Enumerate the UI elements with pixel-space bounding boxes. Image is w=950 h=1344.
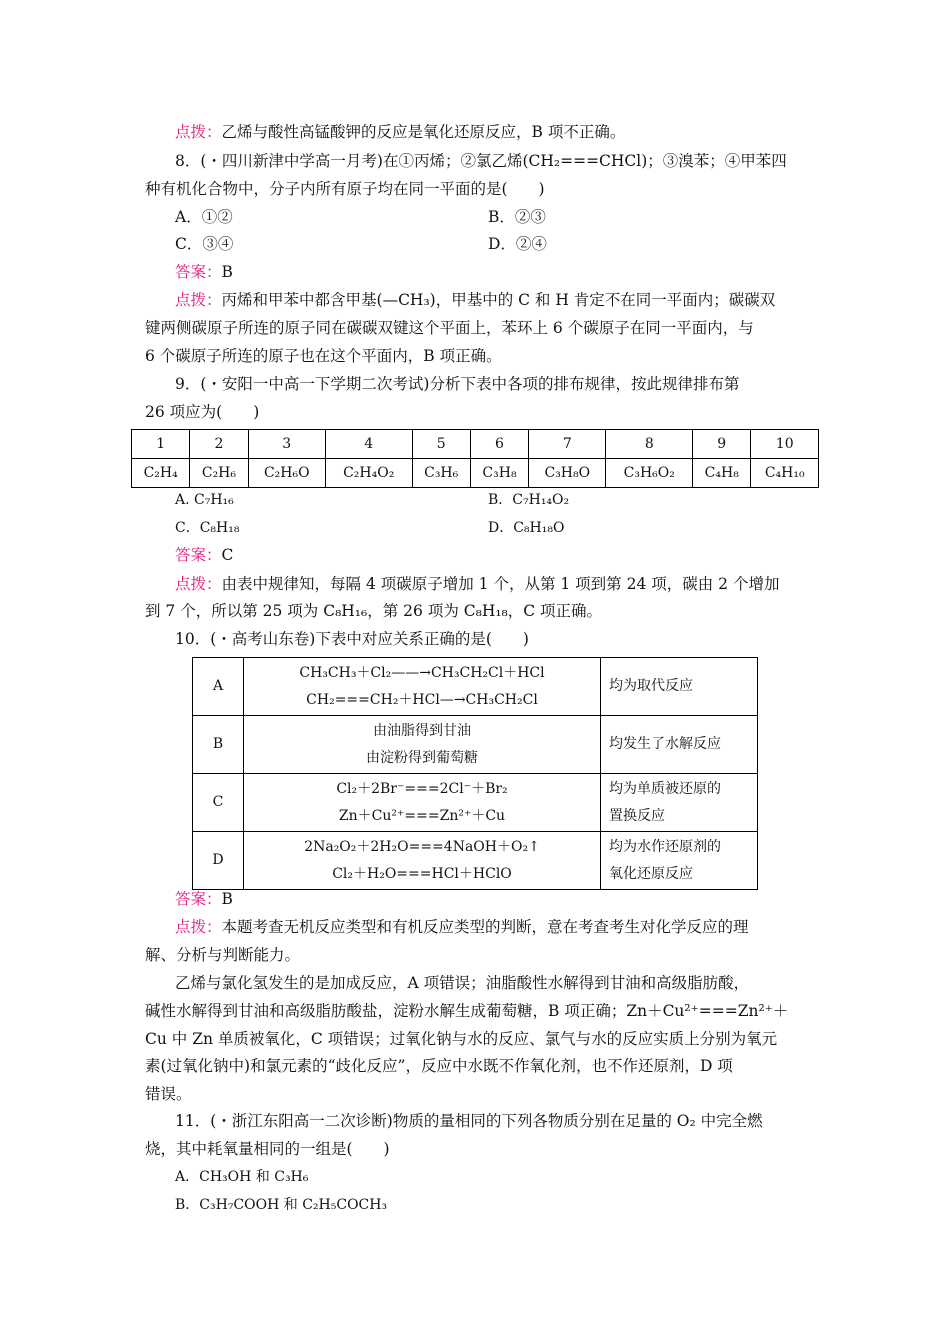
q10-explain-line1: 乙烯与氯化氢发生的是加成反应，A 项错误；油脂酸性水解得到甘油和高级脂肪酸， [175,974,750,992]
table-row [132,459,819,488]
sequence-table [131,429,819,488]
reaction-line: Cl₂＋H₂O===HCl＋HClO [332,865,512,882]
option-cell: B [193,716,244,774]
reaction-cell [244,658,601,716]
table-cell: 7 [529,430,606,459]
table-header-row [132,430,819,459]
reaction-line: Zn＋Cu²⁺===Zn²⁺＋Cu [338,807,506,824]
q10-explain-line3: Cu 中 Zn 单质被氧化，C 项错误；过氧化钠与水的反应、氯气与水的反应实质上分别为氧元 [145,1030,778,1048]
reaction-line: CH₂===CH₂＋HCl—→CH₃CH₂Cl [306,691,538,708]
answer-label: 答案： [175,546,222,564]
table-cell: C₂H₆O [248,459,325,488]
q10-explain-line4: 素(过氧化钠中)和氯元素的“歧化反应”，反应中水既不作氧化剂，也不作还原剂，D 项 [145,1057,733,1075]
table-cell: C₃H₆ [412,459,470,488]
answer-label: 答案： [175,890,222,908]
q8-tip-line1 [175,289,775,311]
q9-option-c: C．C₈H₁₈ [175,520,240,536]
answer-value: B [221,890,233,908]
table-cell: C₃H₆O₂ [606,459,693,488]
table-cell: 3 [248,430,325,459]
q7-tip [175,121,625,143]
tip-label: 点拨： [175,918,222,936]
q9-answer [175,544,233,566]
table-cell: 1 [132,430,190,459]
q10-stem: 10．(・高考山东卷)下表中对应关系正确的是( ) [175,630,529,648]
table-cell: C₂H₄O₂ [325,459,412,488]
description-line: 均为单质被还原的 [609,780,721,797]
description-cell [601,716,758,774]
description-cell [601,774,758,832]
q9-option-d: D．C₈H₁₈O [488,520,565,536]
q10-tip-line2: 解、分析与判断能力。 [145,946,301,964]
description-cell [601,658,758,716]
description-line: 置换反应 [609,807,665,824]
table-row [193,716,758,774]
table-cell: 10 [751,430,819,459]
description-line: 均为水作还原剂的 [609,838,721,855]
option-cell: A [193,658,244,716]
table-cell: C₂H₆ [190,459,248,488]
tip-text: 由表中规律知，每隔 4 项碳原子增加 1 个，从第 1 项到第 24 项，碳由 2 个增加 [221,575,780,593]
q11-stem-line2: 烧，其中耗氧量相同的一组是( ) [145,1140,390,1158]
reaction-cell [244,774,601,832]
q8-tip-line2: 键两侧碳原子所连的原子同在碳碳双键这个平面上，苯环上 6 个碳原子在同一平面内，与 [145,319,754,337]
relation-table [192,657,758,890]
table-cell: 9 [693,430,751,459]
tip-text: 乙烯与酸性高锰酸钾的反应是氧化还原反应，B 项不正确。 [221,123,626,141]
reaction-cell [244,832,601,890]
q8-option-a: A．①② [175,208,233,226]
q8-stem-line1: 8．(・四川新津中学高一月考)在①丙烯；②氯乙烯(CH₂===CHCl)；③溴苯；④甲苯四 [175,152,787,170]
q10-explain-line5: 错误。 [145,1085,192,1103]
q9-tip-line2: 到 7 个，所以第 25 项为 C₈H₁₆，第 26 项为 C₈H₁₈，C 项正确。 [145,602,603,620]
reaction-cell [244,716,601,774]
tip-label: 点拨： [175,575,222,593]
answer-value: C [221,546,234,564]
table-row [193,658,758,716]
reaction-line: CH₃CH₃＋Cl₂——→CH₃CH₂Cl＋HCl [299,664,545,681]
q9-tip-line1 [175,573,779,595]
q9-stem-line2: 26 项应为( ) [145,403,260,421]
option-cell: C [193,774,244,832]
table-cell: 5 [412,430,470,459]
table-row [193,832,758,890]
table-cell: 4 [325,430,412,459]
q11-option-a: A．CH₃OH 和 C₃H₆ [175,1169,309,1185]
table-cell: C₄H₈ [693,459,751,488]
q8-stem-line2: 种有机化合物中，分子内所有原子均在同一平面的是( ) [145,180,545,198]
q11-stem-line1: 11．(・浙江东阳高一二次诊断)物质的量相同的下列各物质分别在足量的 O₂ 中完全燃 [175,1112,763,1130]
table-cell: 6 [470,430,528,459]
q10-answer [175,888,233,910]
q8-tip-line3: 6 个碳原子所连的原子也在这个平面内，B 项正确。 [145,347,502,365]
table-cell: C₃H₈ [470,459,528,488]
table-cell: 2 [190,430,248,459]
q8-option-d: D．②④ [488,235,547,253]
tip-label: 点拨： [175,291,222,309]
q9-option-a: A. C₇H₁₆ [175,492,234,508]
answer-label: 答案： [175,263,222,281]
table-cell: 8 [606,430,693,459]
table-cell: C₄H₁₀ [751,459,819,488]
q8-option-b: B．②③ [488,208,546,226]
table-cell: C₃H₈O [529,459,606,488]
table-cell: C₂H₄ [132,459,190,488]
q10-tip-line1 [175,916,749,938]
answer-value: B [221,263,233,281]
reaction-line: 由淀粉得到葡萄糖 [366,749,478,766]
q9-option-b: B．C₇H₁₄O₂ [488,492,570,508]
q11-option-b: B．C₃H₇COOH 和 C₂H₅COCH₃ [175,1197,388,1213]
description-line: 均发生了水解反应 [609,736,721,752]
q8-answer [175,261,233,283]
q9-stem-line1: 9．(・安阳一中高一下学期二次考试)分析下表中各项的排布规律，按此规律排布第 [175,375,740,393]
table-row [193,774,758,832]
tip-text: 丙烯和甲苯中都含甲基(—CH₃)，甲基中的 C 和 H 肯定不在同一平面内；碳碳双 [221,291,776,309]
reaction-line: 由油脂得到甘油 [373,722,471,739]
description-cell [601,832,758,890]
tip-label: 点拨： [175,123,222,141]
reaction-line: 2Na₂O₂＋2H₂O===4NaOH＋O₂↑ [304,838,540,855]
option-cell: D [193,832,244,890]
reaction-line: Cl₂＋2Br⁻===2Cl⁻＋Br₂ [336,780,508,797]
description-line: 氧化还原反应 [609,865,693,882]
q8-option-c: C．③④ [175,235,234,253]
q10-explain-line2: 碱性水解得到甘油和高级脂肪酸盐，淀粉水解生成葡萄糖，B 项正确；Zn＋Cu²⁺===Zn²⁺＋ [145,1002,789,1020]
description-line: 均为取代反应 [609,678,693,694]
tip-text: 本题考查无机反应类型和有机反应类型的判断，意在考查考生对化学反应的理 [221,918,749,936]
